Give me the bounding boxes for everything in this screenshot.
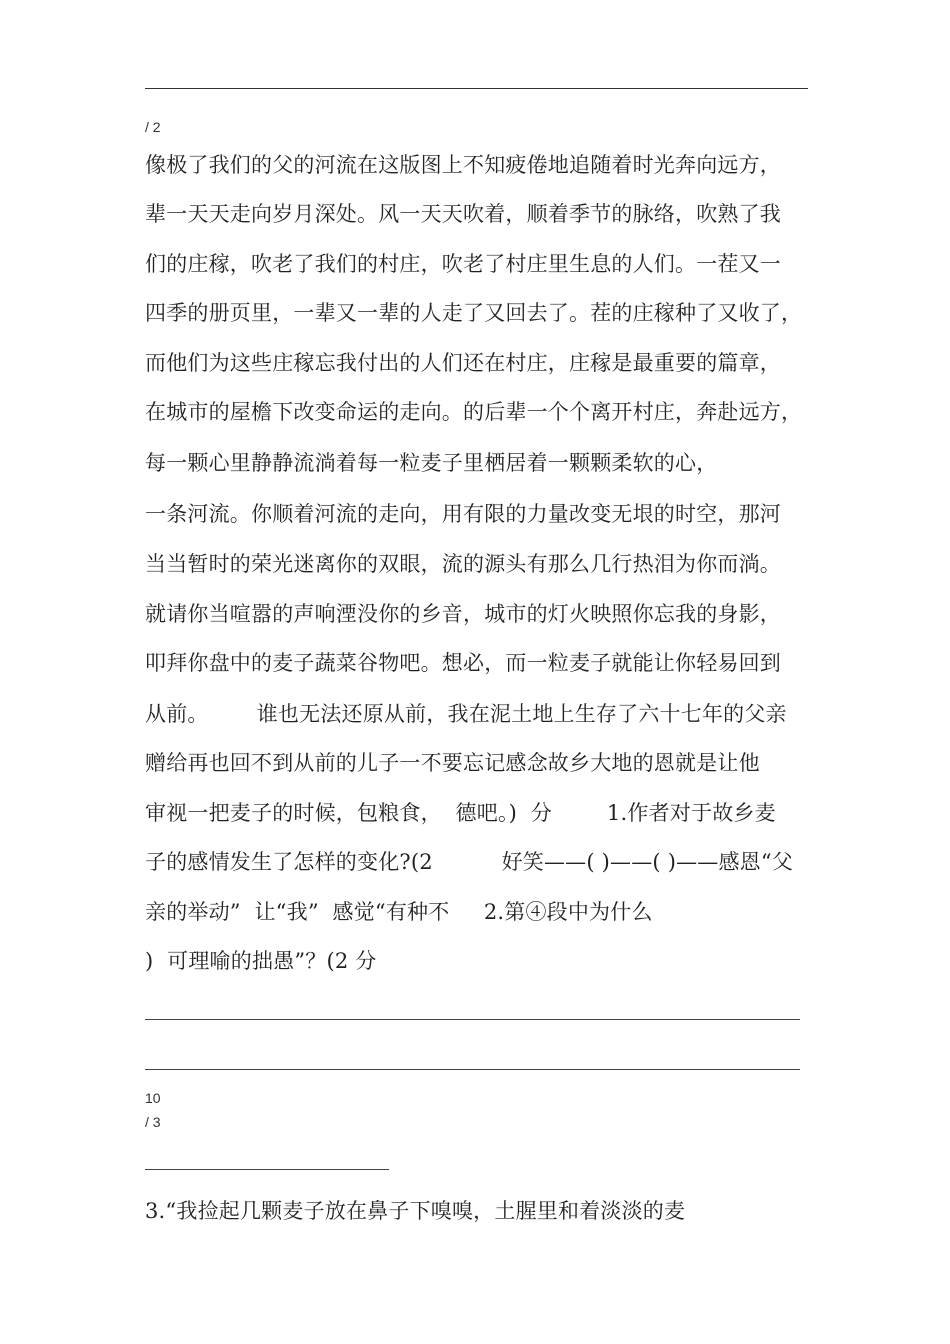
score-marker: 10 [145,1090,161,1106]
passage-line-12: 从前。 谁也无法还原从前，我在泥土地上生存了六十七年的父亲 [145,702,787,726]
passage-line-10: 就请你当喧嚣的声响湮没你的乡音，城市的灯火映照你忘我的身影， [145,602,781,626]
answer-line-3[interactable] [145,1169,389,1170]
answer-line-2[interactable] [145,1069,800,1070]
passage-line-11: 叩拜你盘中的麦子蔬菜谷物吧。想必，而一粒麦子就能让你轻易回到 [145,651,781,675]
page-number-top: / 2 [145,119,161,135]
passage-line-4: 四季的册页里，一辈又一辈的人走了又回去了。茬的庄稼种了又收了， [145,301,803,325]
question-2-line-1: 亲的举动” 让“我” 感觉“有种不 2.第④段中为什么 [145,900,653,924]
passage-line-5: 而他们为这些庄稼忘我付出的人们还在村庄，庄稼是最重要的篇章， [145,351,781,375]
question-1-line-2: 子的感情发生了怎样的变化?(2 好笑——( )——( )——感恩“父 [145,850,794,874]
question-1-line-1: 审视一把麦子的时候，包粮食， 德吧。) 分 1.作者对于故乡麦 [145,801,776,825]
passage-line-13: 赠给再也回不到从前的儿子一不要忘记感念故乡大地的恩就是让他 [145,751,760,775]
passage-line-1: 像极了我们的父的河流在这版图上不知疲倦地追随着时光奔向远方， [145,153,781,177]
header-rule [145,88,808,89]
question-3-line-1: 3.“我捡起几颗麦子放在鼻子下嗅嗅，土腥里和着淡淡的麦 [145,1199,686,1223]
page-number-bottom: / 3 [145,1114,161,1130]
passage-line-8: 一条河流。你顺着河流的走向，用有限的力量改变无垠的时空，那河 [145,502,781,526]
passage-line-7: 每一颗心里静静流淌着每一粒麦子里栖居着一颗颗柔软的心， [145,451,718,475]
answer-line-1[interactable] [145,1019,800,1020]
question-2-line-2: ) 可理喻的拙愚”？(2 分 [145,949,377,973]
passage-line-2: 辈一天天走向岁月深处。风一天天吹着，顺着季节的脉络，吹熟了我 [145,202,781,226]
passage-line-9: 当当暂时的荣光迷离你的双眼，流的源头有那么几行热泪为你而淌。 [145,552,781,576]
passage-line-3: 们的庄稼，吹老了我们的村庄，吹老了村庄里生息的人们。一茬又一 [145,252,781,276]
passage-line-6: 在城市的屋檐下改变命运的走向。的后辈一个个离开村庄，奔赴远方， [145,400,803,424]
